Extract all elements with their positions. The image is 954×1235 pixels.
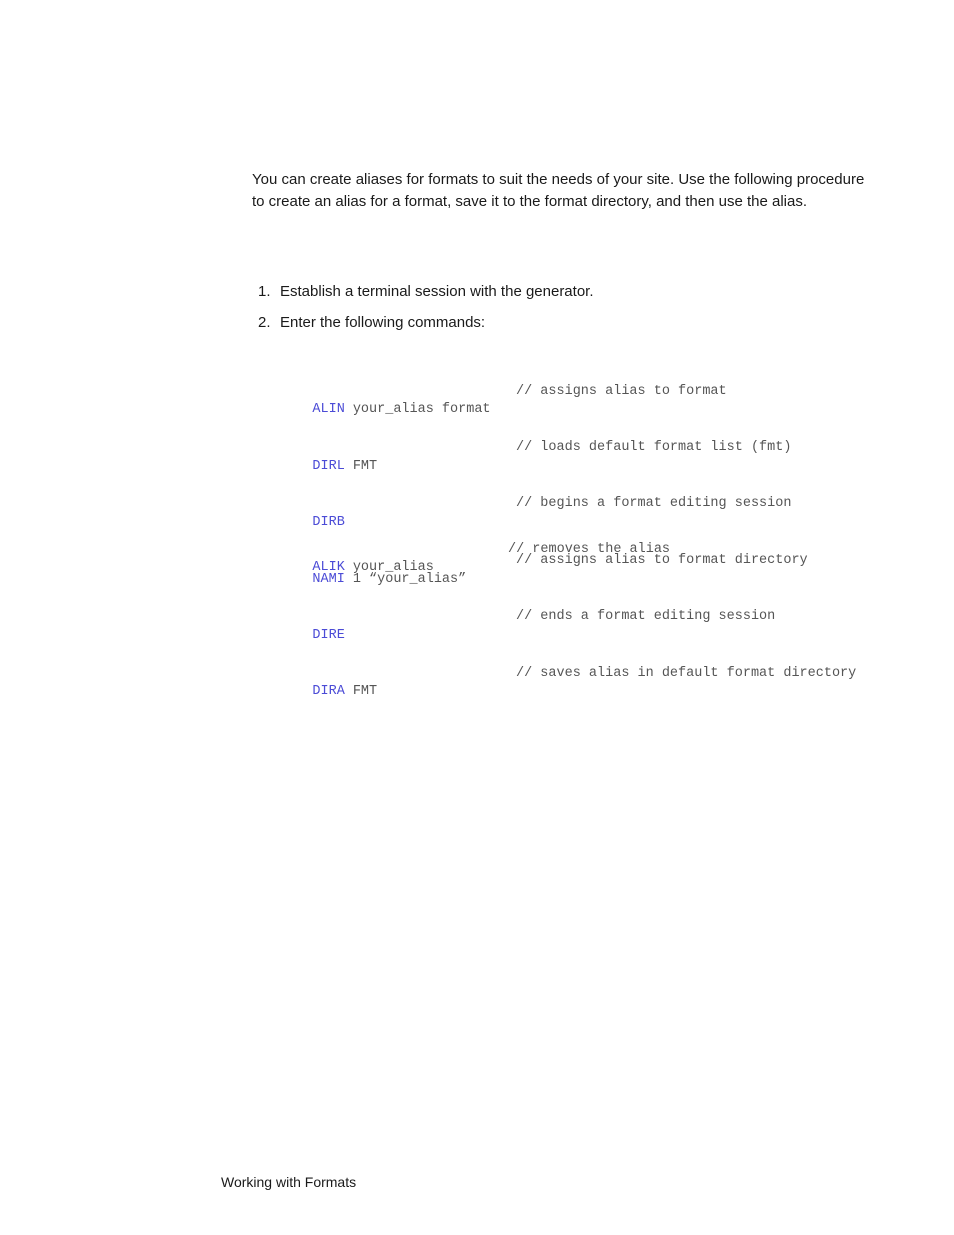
code-comment: // assigns alias to format: [516, 383, 727, 399]
step-text: Establish a terminal session with the generator.: [280, 283, 594, 300]
code-line: [280, 665, 857, 700]
command-args: FMT: [352, 458, 378, 474]
code-comment: // removes the alias: [508, 541, 671, 557]
step-item: [252, 312, 872, 333]
command-args: 1 “your_alias”: [352, 571, 467, 587]
code-comment: // begins a format editing session: [516, 496, 792, 512]
code-comment: // assigns alias to format directory: [516, 552, 808, 568]
code-line: [280, 608, 776, 643]
command-args: your_alias format: [352, 402, 491, 418]
step-item: [252, 281, 872, 302]
command-keyword: ALIN: [312, 402, 345, 418]
command-keyword: NAMI: [312, 571, 345, 587]
step-number: 1.: [258, 283, 271, 300]
code-comment: // saves alias in default format directory: [516, 665, 857, 681]
code-comment: // ends a format editing session: [516, 609, 776, 625]
code-line: [280, 439, 792, 474]
command-keyword: DIRA: [312, 684, 345, 700]
code-comment: // loads default format list (fmt): [516, 439, 792, 455]
procedure-steps: [252, 281, 872, 343]
command-keyword: DIRB: [312, 515, 345, 531]
command-keyword: DIRE: [312, 627, 345, 643]
code-line: [280, 383, 727, 418]
command-keyword: DIRL: [312, 458, 345, 474]
intro-paragraph: You can create aliases for formats to suit the needs of your site. Use the following procedure to create an alias for a format, save it to the format directory, and then use the alias.: [252, 171, 865, 210]
command-args: FMT: [352, 684, 378, 700]
step-number: 2.: [258, 314, 271, 331]
page-footer: Working with Formats: [221, 1174, 357, 1190]
command-args: your_alias: [352, 560, 434, 576]
command-keyword: ALIK: [312, 560, 345, 576]
step-text: Enter the following commands:: [280, 314, 486, 331]
